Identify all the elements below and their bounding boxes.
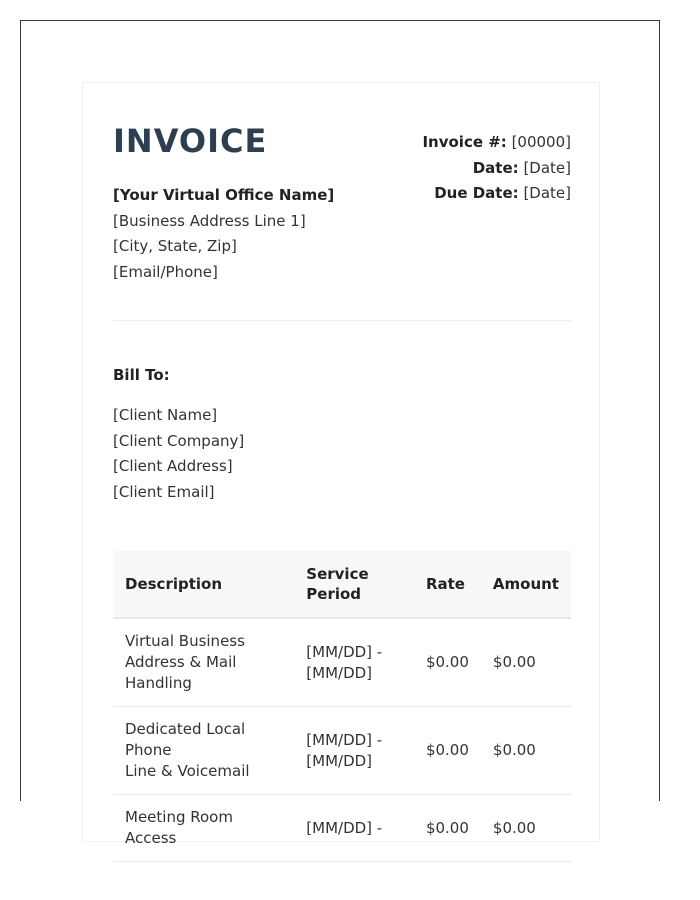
header-service-period-line-1: Service xyxy=(306,565,369,583)
header-service-period xyxy=(294,551,414,618)
row-period xyxy=(294,795,414,862)
sender-block xyxy=(113,183,334,285)
client-address: [Client Address] xyxy=(113,457,233,475)
client-company: [Client Company] xyxy=(113,431,245,450)
period-line: [MM/DD] xyxy=(306,663,373,682)
invoice-due-label: Due Date: xyxy=(434,184,519,202)
row-description xyxy=(113,618,294,707)
line-items-table xyxy=(113,551,571,862)
row-rate: $0.00 xyxy=(414,795,481,862)
row-description xyxy=(113,795,294,862)
table-row xyxy=(113,618,571,707)
row-amount: $0.00 xyxy=(481,795,571,862)
row-period xyxy=(294,618,414,707)
row-rate: $0.00 xyxy=(414,618,481,707)
header-service-period-line-2: Period xyxy=(306,585,362,603)
invoice-number-value: [00000] xyxy=(511,133,571,151)
description-line: Virtual Business xyxy=(125,632,245,650)
bill-to-heading: Bill To: xyxy=(113,366,170,384)
row-rate: $0.00 xyxy=(414,707,481,795)
period-line: [MM/DD] - xyxy=(306,818,383,837)
client-name: [Client Name] xyxy=(113,406,218,424)
client-email: [Client Email] xyxy=(113,482,215,501)
header-rate: Rate xyxy=(414,551,481,618)
header-description: Description xyxy=(113,551,294,618)
period-line: [MM/DD] - xyxy=(306,730,383,749)
row-amount: $0.00 xyxy=(481,618,571,707)
description-line: Address & Mail xyxy=(125,653,237,671)
invoice-date-row xyxy=(422,156,571,182)
row-amount: $0.00 xyxy=(481,707,571,795)
bill-to-block xyxy=(113,403,244,505)
description-line: Meeting Room Access xyxy=(125,808,233,847)
period-line: [MM/DD] - xyxy=(306,642,383,661)
description-line: Handling xyxy=(125,674,192,692)
header-amount: Amount xyxy=(481,551,571,618)
invoice-meta xyxy=(422,130,571,207)
invoice-title: INVOICE xyxy=(113,122,268,160)
period-line: [MM/DD] xyxy=(306,751,373,770)
sender-contact: [Email/Phone] xyxy=(113,262,218,281)
invoice-number-label: Invoice #: xyxy=(422,133,507,151)
sender-name: [Your Virtual Office Name] xyxy=(113,186,335,204)
table-row xyxy=(113,707,571,795)
row-period xyxy=(294,707,414,795)
sender-city: [City, State, Zip] xyxy=(113,237,237,255)
invoice-sheet xyxy=(82,82,600,847)
description-line: Dedicated Local Phone xyxy=(125,720,246,759)
invoice-date-label: Date: xyxy=(472,158,519,177)
sender-address: [Business Address Line 1] xyxy=(113,211,306,230)
invoice-number-row xyxy=(422,130,571,156)
section-divider xyxy=(113,320,571,321)
row-description xyxy=(113,707,294,795)
page-frame xyxy=(20,20,660,847)
invoice-due-value: [Date] xyxy=(523,184,571,202)
invoice-date-value: [Date] xyxy=(523,158,571,177)
table-row xyxy=(113,795,571,862)
invoice-due-row xyxy=(422,181,571,207)
description-line: Line & Voicemail xyxy=(125,762,250,780)
table-header-row xyxy=(113,551,571,618)
